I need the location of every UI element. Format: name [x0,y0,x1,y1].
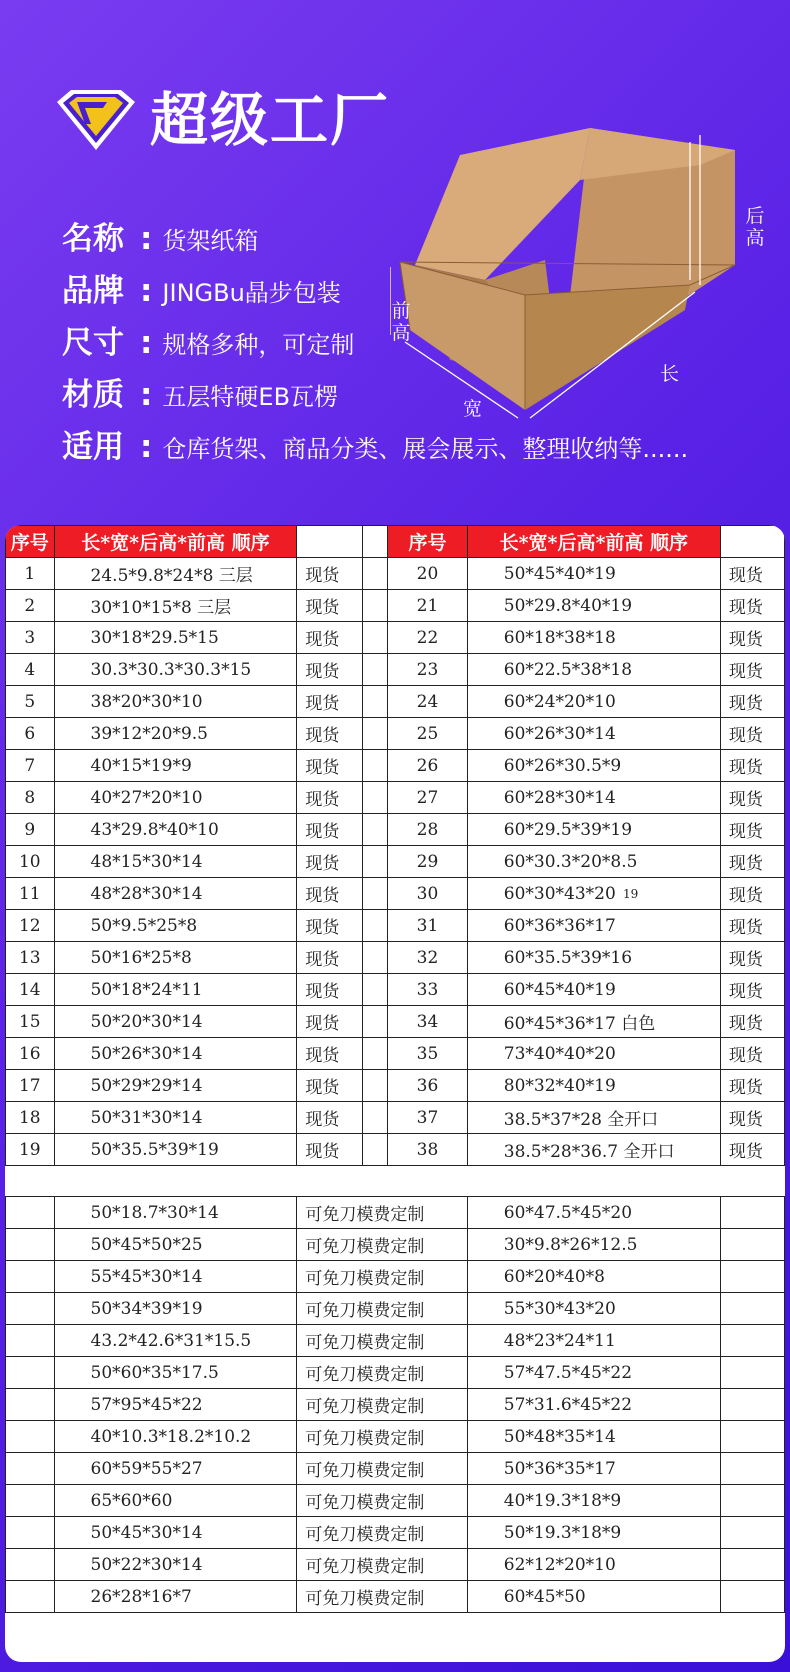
custom-size-left: 50*45*30*14 [54,1517,297,1549]
custom-blank [6,1197,55,1229]
row-divider [363,1134,388,1166]
custom-size-right: 60*45*50 [467,1581,720,1613]
custom-label: 可免刀模费定制 [297,1197,467,1229]
table-row [6,590,785,622]
header-divider [363,526,388,558]
custom-row [6,1357,785,1389]
row-size: 60*45*40*19 [467,974,720,1006]
row-size: 50*29.8*40*19 [467,590,720,622]
row-number: 2 [6,590,55,622]
custom-blank [6,1261,55,1293]
row-number: 29 [388,846,468,878]
table-gap-row [6,1166,785,1197]
row-status: 现货 [720,1038,784,1070]
row-status: 现货 [720,654,784,686]
header-size-left: 长*宽*后高*前高 顺序 [54,526,297,558]
row-status: 现货 [720,686,784,718]
custom-row [6,1389,785,1421]
custom-label: 可免刀模费定制 [297,1293,467,1325]
row-number: 17 [6,1070,55,1102]
row-size: 38.5*28*36.7 全开口 [467,1134,720,1166]
custom-blank [720,1581,784,1613]
custom-label: 可免刀模费定制 [297,1581,467,1613]
custom-blank [720,1389,784,1421]
row-divider [363,814,388,846]
row-status: 现货 [720,1102,784,1134]
row-size: 50*9.5*25*8 [54,910,297,942]
custom-row [6,1293,785,1325]
row-size: 50*45*40*19 [467,558,720,590]
row-status: 现货 [720,1070,784,1102]
row-status: 现货 [297,910,363,942]
table-row [6,782,785,814]
row-status: 现货 [720,718,784,750]
row-number: 9 [6,814,55,846]
row-status: 现货 [297,1006,363,1038]
header-no-left: 序号 [6,526,55,558]
row-number: 26 [388,750,468,782]
row-number: 14 [6,974,55,1006]
row-size: 50*26*30*14 [54,1038,297,1070]
row-number: 12 [6,910,55,942]
custom-label: 可免刀模费定制 [297,1485,467,1517]
spec-key: 名称 [62,221,124,257]
custom-row [6,1485,785,1517]
table-row [6,654,785,686]
row-size: 39*12*20*9.5 [54,718,297,750]
row-status: 现货 [297,750,363,782]
spec-value: 货架纸箱 [162,227,259,255]
row-divider [363,1070,388,1102]
size-table-body [6,526,785,1613]
row-status: 现货 [297,718,363,750]
custom-blank [720,1421,784,1453]
row-size: 30.3*30.3*30.3*15 [54,654,297,686]
row-number: 8 [6,782,55,814]
spec-size: 尺寸 : 规格多种，可定制 [62,317,354,362]
header-size-right: 长*宽*后高*前高 顺序 [467,526,720,558]
row-size: 48*28*30*14 [54,878,297,910]
spec-value: 仓库货架、商品分类、展会展示、整理收纳等...... [162,435,689,463]
row-size: 50*29*29*14 [54,1070,297,1102]
custom-blank [6,1229,55,1261]
row-number: 16 [6,1038,55,1070]
custom-size-right: 40*19.3*18*9 [467,1485,720,1517]
table-row [6,558,785,590]
row-divider [363,910,388,942]
table-row [6,846,785,878]
table-row [6,1038,785,1070]
row-number: 19 [6,1134,55,1166]
table-row [6,974,785,1006]
row-number: 3 [6,622,55,654]
row-size: 60*28*30*14 [467,782,720,814]
custom-blank [6,1421,55,1453]
table-row [6,1070,785,1102]
row-status: 现货 [297,1070,363,1102]
table-header-row [6,526,785,558]
row-number: 37 [388,1102,468,1134]
row-number: 11 [6,878,55,910]
custom-blank [6,1325,55,1357]
row-size: 60*45*36*17 白色 [467,1006,720,1038]
row-status: 现货 [720,846,784,878]
row-divider [363,878,388,910]
custom-row [6,1453,785,1485]
custom-label: 可免刀模费定制 [297,1357,467,1389]
row-status: 现货 [297,558,363,590]
header-blank [297,526,363,558]
row-size: 60*18*38*18 [467,622,720,654]
row-size: 60*36*36*17 [467,910,720,942]
row-status: 现货 [297,654,363,686]
header-banner [0,0,790,520]
row-status: 现货 [720,910,784,942]
custom-size-right: 50*19.3*18*9 [467,1517,720,1549]
custom-row [6,1325,785,1357]
row-divider [363,750,388,782]
width-label: 宽 [463,398,483,420]
custom-size-left: 55*45*30*14 [54,1261,297,1293]
row-number: 24 [388,686,468,718]
row-divider [363,590,388,622]
row-divider [363,846,388,878]
row-size: 38*20*30*10 [54,686,297,718]
header-blank [720,526,784,558]
custom-row [6,1581,785,1613]
table-row [6,1006,785,1038]
spec-value: 规格多种，可定制 [162,331,355,359]
row-number: 33 [388,974,468,1006]
custom-size-left: 50*60*35*17.5 [54,1357,297,1389]
row-status: 现货 [720,558,784,590]
custom-size-left: 40*10.3*18.2*10.2 [54,1421,297,1453]
row-size: 40*15*19*9 [54,750,297,782]
custom-size-right: 48*23*24*11 [467,1325,720,1357]
custom-size-left: 57*95*45*22 [54,1389,297,1421]
size-table [5,525,785,1613]
spec-key: 材质 [62,377,124,413]
row-number: 31 [388,910,468,942]
custom-size-right: 57*47.5*45*22 [467,1357,720,1389]
row-size: 60*22.5*38*18 [467,654,720,686]
length-label: 长 [660,363,680,385]
row-divider [363,718,388,750]
custom-size-right: 62*12*20*10 [467,1549,720,1581]
row-number: 10 [6,846,55,878]
custom-label: 可免刀模费定制 [297,1261,467,1293]
row-size: 38.5*37*28 全开口 [467,1102,720,1134]
row-status: 现货 [297,782,363,814]
row-status: 现货 [720,590,784,622]
spec-material: 材质 : 五层特硬EB瓦楞 [62,369,338,414]
row-size: 40*27*20*10 [54,782,297,814]
diamond-logo-icon [55,88,137,152]
custom-blank [720,1453,784,1485]
custom-row [6,1517,785,1549]
row-divider [363,558,388,590]
spec-key: 品牌 [62,273,124,309]
custom-blank [720,1197,784,1229]
row-number: 20 [388,558,468,590]
spec-usage: 适用 : 仓库货架、商品分类、展会展示、整理收纳等...... [62,421,688,466]
row-size: 60*26*30*14 [467,718,720,750]
row-status: 现货 [720,782,784,814]
custom-blank [720,1293,784,1325]
spec-value: 五层特硬EB瓦楞 [162,383,339,411]
row-number: 1 [6,558,55,590]
row-divider [363,622,388,654]
row-status: 现货 [720,878,784,910]
custom-blank [720,1229,784,1261]
row-number: 32 [388,942,468,974]
custom-blank [6,1485,55,1517]
row-status: 现货 [297,942,363,974]
custom-size-left: 50*34*39*19 [54,1293,297,1325]
row-status: 现货 [297,622,363,654]
table-row [6,878,785,910]
custom-blank [720,1357,784,1389]
front-height-label: 前高 [391,300,411,344]
row-number: 13 [6,942,55,974]
row-divider [363,974,388,1006]
custom-blank [720,1485,784,1517]
row-divider [363,686,388,718]
custom-label: 可免刀模费定制 [297,1517,467,1549]
row-size: 80*32*40*19 [467,1070,720,1102]
row-number: 27 [388,782,468,814]
custom-blank [6,1453,55,1485]
row-status: 现货 [720,1006,784,1038]
row-divider [363,782,388,814]
rear-height-label: 后高 [745,205,765,249]
row-divider [363,654,388,686]
row-status: 现货 [720,942,784,974]
row-number: 28 [388,814,468,846]
custom-size-left: 50*45*50*25 [54,1229,297,1261]
row-size: 50*35.5*39*19 [54,1134,297,1166]
table-row [6,718,785,750]
row-number: 25 [388,718,468,750]
row-status: 现货 [297,590,363,622]
custom-size-left: 43.2*42.6*31*15.5 [54,1325,297,1357]
row-status: 现货 [297,878,363,910]
row-divider [363,1102,388,1134]
row-size: 50*31*30*14 [54,1102,297,1134]
header-no-right: 序号 [388,526,468,558]
custom-row [6,1229,785,1261]
table-row [6,910,785,942]
custom-size-left: 60*59*55*27 [54,1453,297,1485]
table-row [6,1134,785,1166]
custom-blank [720,1325,784,1357]
row-status: 现货 [297,1038,363,1070]
row-number: 5 [6,686,55,718]
row-size: 24.5*9.8*24*8 三层 [54,558,297,590]
size-table-card [5,525,785,1662]
table-row [6,814,785,846]
custom-label: 可免刀模费定制 [297,1549,467,1581]
custom-size-right: 50*36*35*17 [467,1453,720,1485]
custom-row [6,1261,785,1293]
spec-name: 名称 : 货架纸箱 [62,213,258,258]
row-status: 现货 [297,686,363,718]
table-row [6,686,785,718]
row-divider [363,942,388,974]
spec-value: JINGBu晶步包装 [162,279,341,307]
row-size: 60*35.5*39*16 [467,942,720,974]
row-size: 60*24*20*10 [467,686,720,718]
row-divider [363,1038,388,1070]
table-row [6,942,785,974]
row-number: 7 [6,750,55,782]
row-size: 73*40*40*20 [467,1038,720,1070]
custom-row [6,1549,785,1581]
custom-size-right: 60*47.5*45*20 [467,1197,720,1229]
row-number: 23 [388,654,468,686]
row-size: 43*29.8*40*10 [54,814,297,846]
row-size: 60*26*30.5*9 [467,750,720,782]
row-number: 15 [6,1006,55,1038]
row-size: 30*10*15*8 三层 [54,590,297,622]
custom-blank [6,1581,55,1613]
row-number: 35 [388,1038,468,1070]
custom-label: 可免刀模费定制 [297,1453,467,1485]
custom-blank [6,1389,55,1421]
row-status: 现货 [720,974,784,1006]
row-number: 36 [388,1070,468,1102]
row-status: 现货 [720,1134,784,1166]
custom-size-left: 26*28*16*7 [54,1581,297,1613]
row-status: 现货 [720,750,784,782]
custom-blank [720,1549,784,1581]
row-size: 50*20*30*14 [54,1006,297,1038]
row-status: 现货 [297,1134,363,1166]
custom-blank [720,1517,784,1549]
row-status: 现货 [720,622,784,654]
row-number: 6 [6,718,55,750]
row-number: 34 [388,1006,468,1038]
row-status: 现货 [720,814,784,846]
table-row [6,622,785,654]
gap-cell [6,1166,785,1197]
row-number: 21 [388,590,468,622]
custom-row [6,1421,785,1453]
row-size: 50*18*24*11 [54,974,297,1006]
row-number: 18 [6,1102,55,1134]
custom-blank [720,1261,784,1293]
custom-row [6,1197,785,1229]
cardboard-box-illustration [390,120,770,450]
custom-label: 可免刀模费定制 [297,1389,467,1421]
row-status: 现货 [297,974,363,1006]
custom-label: 可免刀模费定制 [297,1325,467,1357]
row-size: 48*15*30*14 [54,846,297,878]
custom-label: 可免刀模费定制 [297,1229,467,1261]
row-status: 现货 [297,1102,363,1134]
row-size: 30*18*29.5*15 [54,622,297,654]
row-size: 60*30.3*20*8.5 [467,846,720,878]
spec-key: 尺寸 [62,325,124,361]
table-row [6,750,785,782]
brand-title: 超级工厂 [150,86,391,154]
custom-size-right: 57*31.6*45*22 [467,1389,720,1421]
custom-size-left: 65*60*60 [54,1485,297,1517]
row-number: 22 [388,622,468,654]
custom-size-right: 60*20*40*8 [467,1261,720,1293]
spec-key: 适用 [62,429,124,465]
row-number: 30 [388,878,468,910]
row-number: 38 [388,1134,468,1166]
row-size: 60*29.5*39*19 [467,814,720,846]
row-divider [363,1006,388,1038]
custom-size-right: 50*48*35*14 [467,1421,720,1453]
custom-size-right: 30*9.8*26*12.5 [467,1229,720,1261]
row-size: 50*16*25*8 [54,942,297,974]
custom-size-left: 50*18.7*30*14 [54,1197,297,1229]
row-status: 现货 [297,814,363,846]
row-number: 4 [6,654,55,686]
row-size: 60*30*43*20 [467,878,720,910]
custom-size-left: 50*22*30*14 [54,1549,297,1581]
row-status: 现货 [297,846,363,878]
custom-blank [6,1293,55,1325]
custom-blank [6,1357,55,1389]
table-row [6,1102,785,1134]
custom-label: 可免刀模费定制 [297,1421,467,1453]
spec-brand: 品牌 : JINGBu晶步包装 [62,265,341,310]
custom-blank [6,1517,55,1549]
stray-note: 19 [623,887,639,901]
custom-blank [6,1549,55,1581]
custom-size-right: 55*30*43*20 [467,1293,720,1325]
